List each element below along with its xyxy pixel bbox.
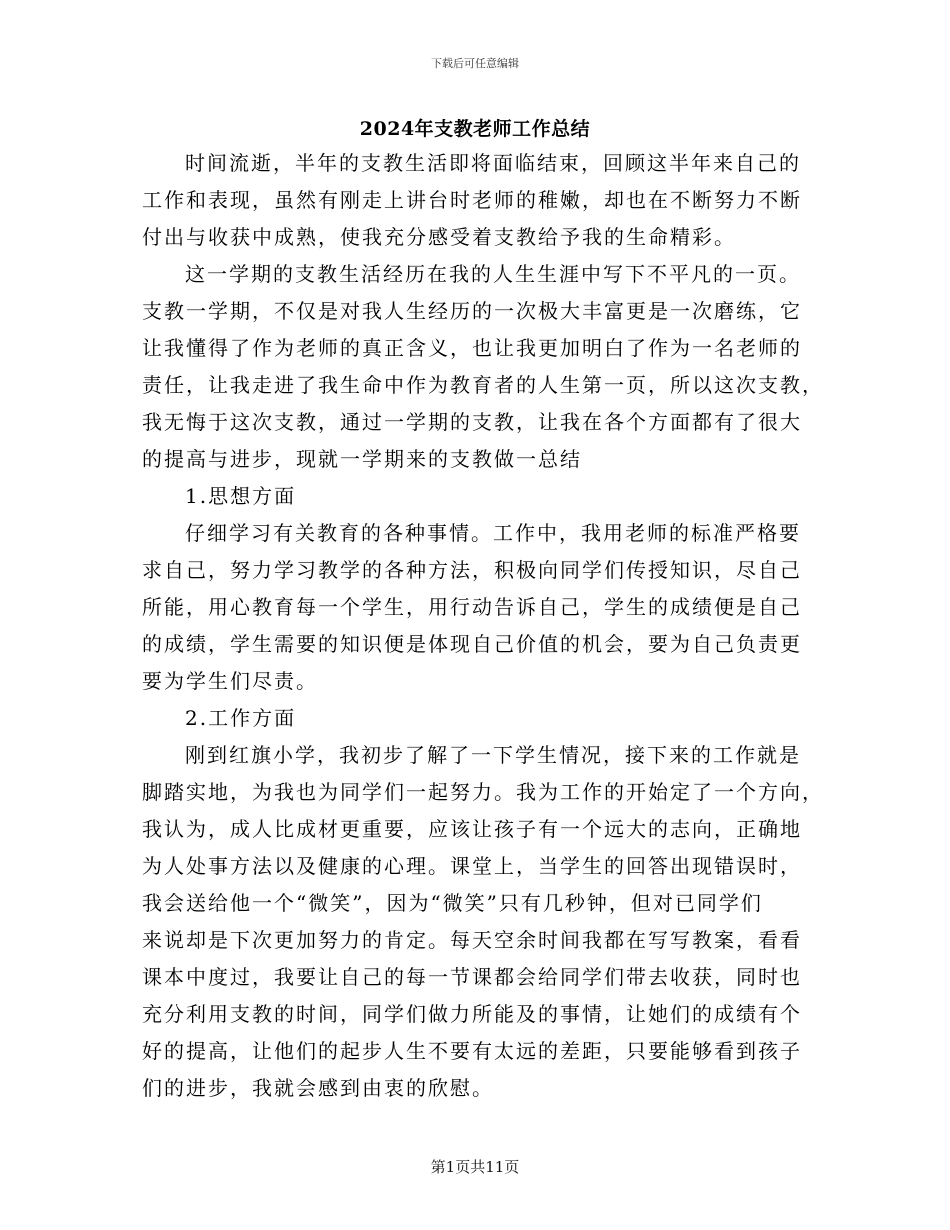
body-line: 这一学期的支教生活经历在我的人生生涯中写下不平凡的一页。 <box>185 262 801 286</box>
body-line: 所能，用心教育每一个学生，用行动告诉自己，学生的成绩便是自己 <box>142 595 802 619</box>
body-line: 我认为，成人比成材更重要，应该让孩子有一个远大的志向，正确地 <box>142 817 802 841</box>
body-line: 仔细学习有关教育的各种事情。工作中，我用老师的标准严格要 <box>185 521 801 545</box>
body-line: 让我懂得了作为老师的真正含义，也让我更加明白了作为一名老师的 <box>142 336 802 360</box>
body-line: 付出与收获中成熟，使我充分感受着支教给予我的生命精彩。 <box>142 225 736 249</box>
body-line: 的成绩，学生需要的知识便是体现自己价值的机会，要为自己负责更 <box>142 632 802 656</box>
body-line: 我无悔于这次支教，通过一学期的支教，让我在各个方面都有了很大 <box>142 410 802 434</box>
body-line: 课本中度过，我要让自己的每一节课都会给同学们带去收获，同时也 <box>142 965 802 989</box>
body-line: 充分利用支教的时间，同学们做力所能及的事情，让她们的成绩有个 <box>142 1002 802 1026</box>
body-line: 求自己，努力学习教学的各种方法，积极向同学们传授知识，尽自己 <box>142 558 802 582</box>
page-number: 第1页共11页 <box>430 1158 520 1176</box>
body-line: 为人处事方法以及健康的心理。课堂上，当学生的回答出现错误时， <box>142 854 802 878</box>
body-line: 要为学生们尽责。 <box>142 669 318 693</box>
body-line: 脚踏实地，为我也为同学们一起努力。我为工作的开始定了一个方向， <box>142 780 824 804</box>
body-line: 刚到红旗小学，我初步了解了一下学生情况，接下来的工作就是 <box>185 743 801 767</box>
body-line: 我会送给他一个“微笑”，因为“微笑”只有几秒钟，但对已同学们 <box>142 891 763 915</box>
body-line: 时间流逝，半年的支教生活即将面临结束，回顾这半年来自己的 <box>185 151 801 175</box>
page-header-note: 下载后可任意编辑 <box>431 57 519 70</box>
body-line: 好的提高，让他们的起步人生不要有太远的差距，只要能够看到孩子 <box>142 1039 802 1063</box>
body-line: 的提高与进步，现就一学期来的支教做一总结 <box>142 447 582 471</box>
body-line: 责任，让我走进了我生命中作为教育者的人生第一页，所以这次支教， <box>142 373 824 397</box>
body-line: 来说却是下次更加努力的肯定。每天空余时间我都在写写教案，看看 <box>142 928 802 952</box>
body-line: 们的进步，我就会感到由衷的欣慰。 <box>142 1076 494 1100</box>
section-heading: 1.思想方面 <box>185 484 297 508</box>
body-line: 支教一学期，不仅是对我人生经历的一次极大丰富更是一次磨练，它 <box>142 299 802 323</box>
section-heading: 2.工作方面 <box>185 706 297 730</box>
body-line: 工作和表现，虽然有刚走上讲台时老师的稚嫩，却也在不断努力不断 <box>142 188 802 212</box>
document-title: 2024年支教老师工作总结 <box>359 118 591 140</box>
